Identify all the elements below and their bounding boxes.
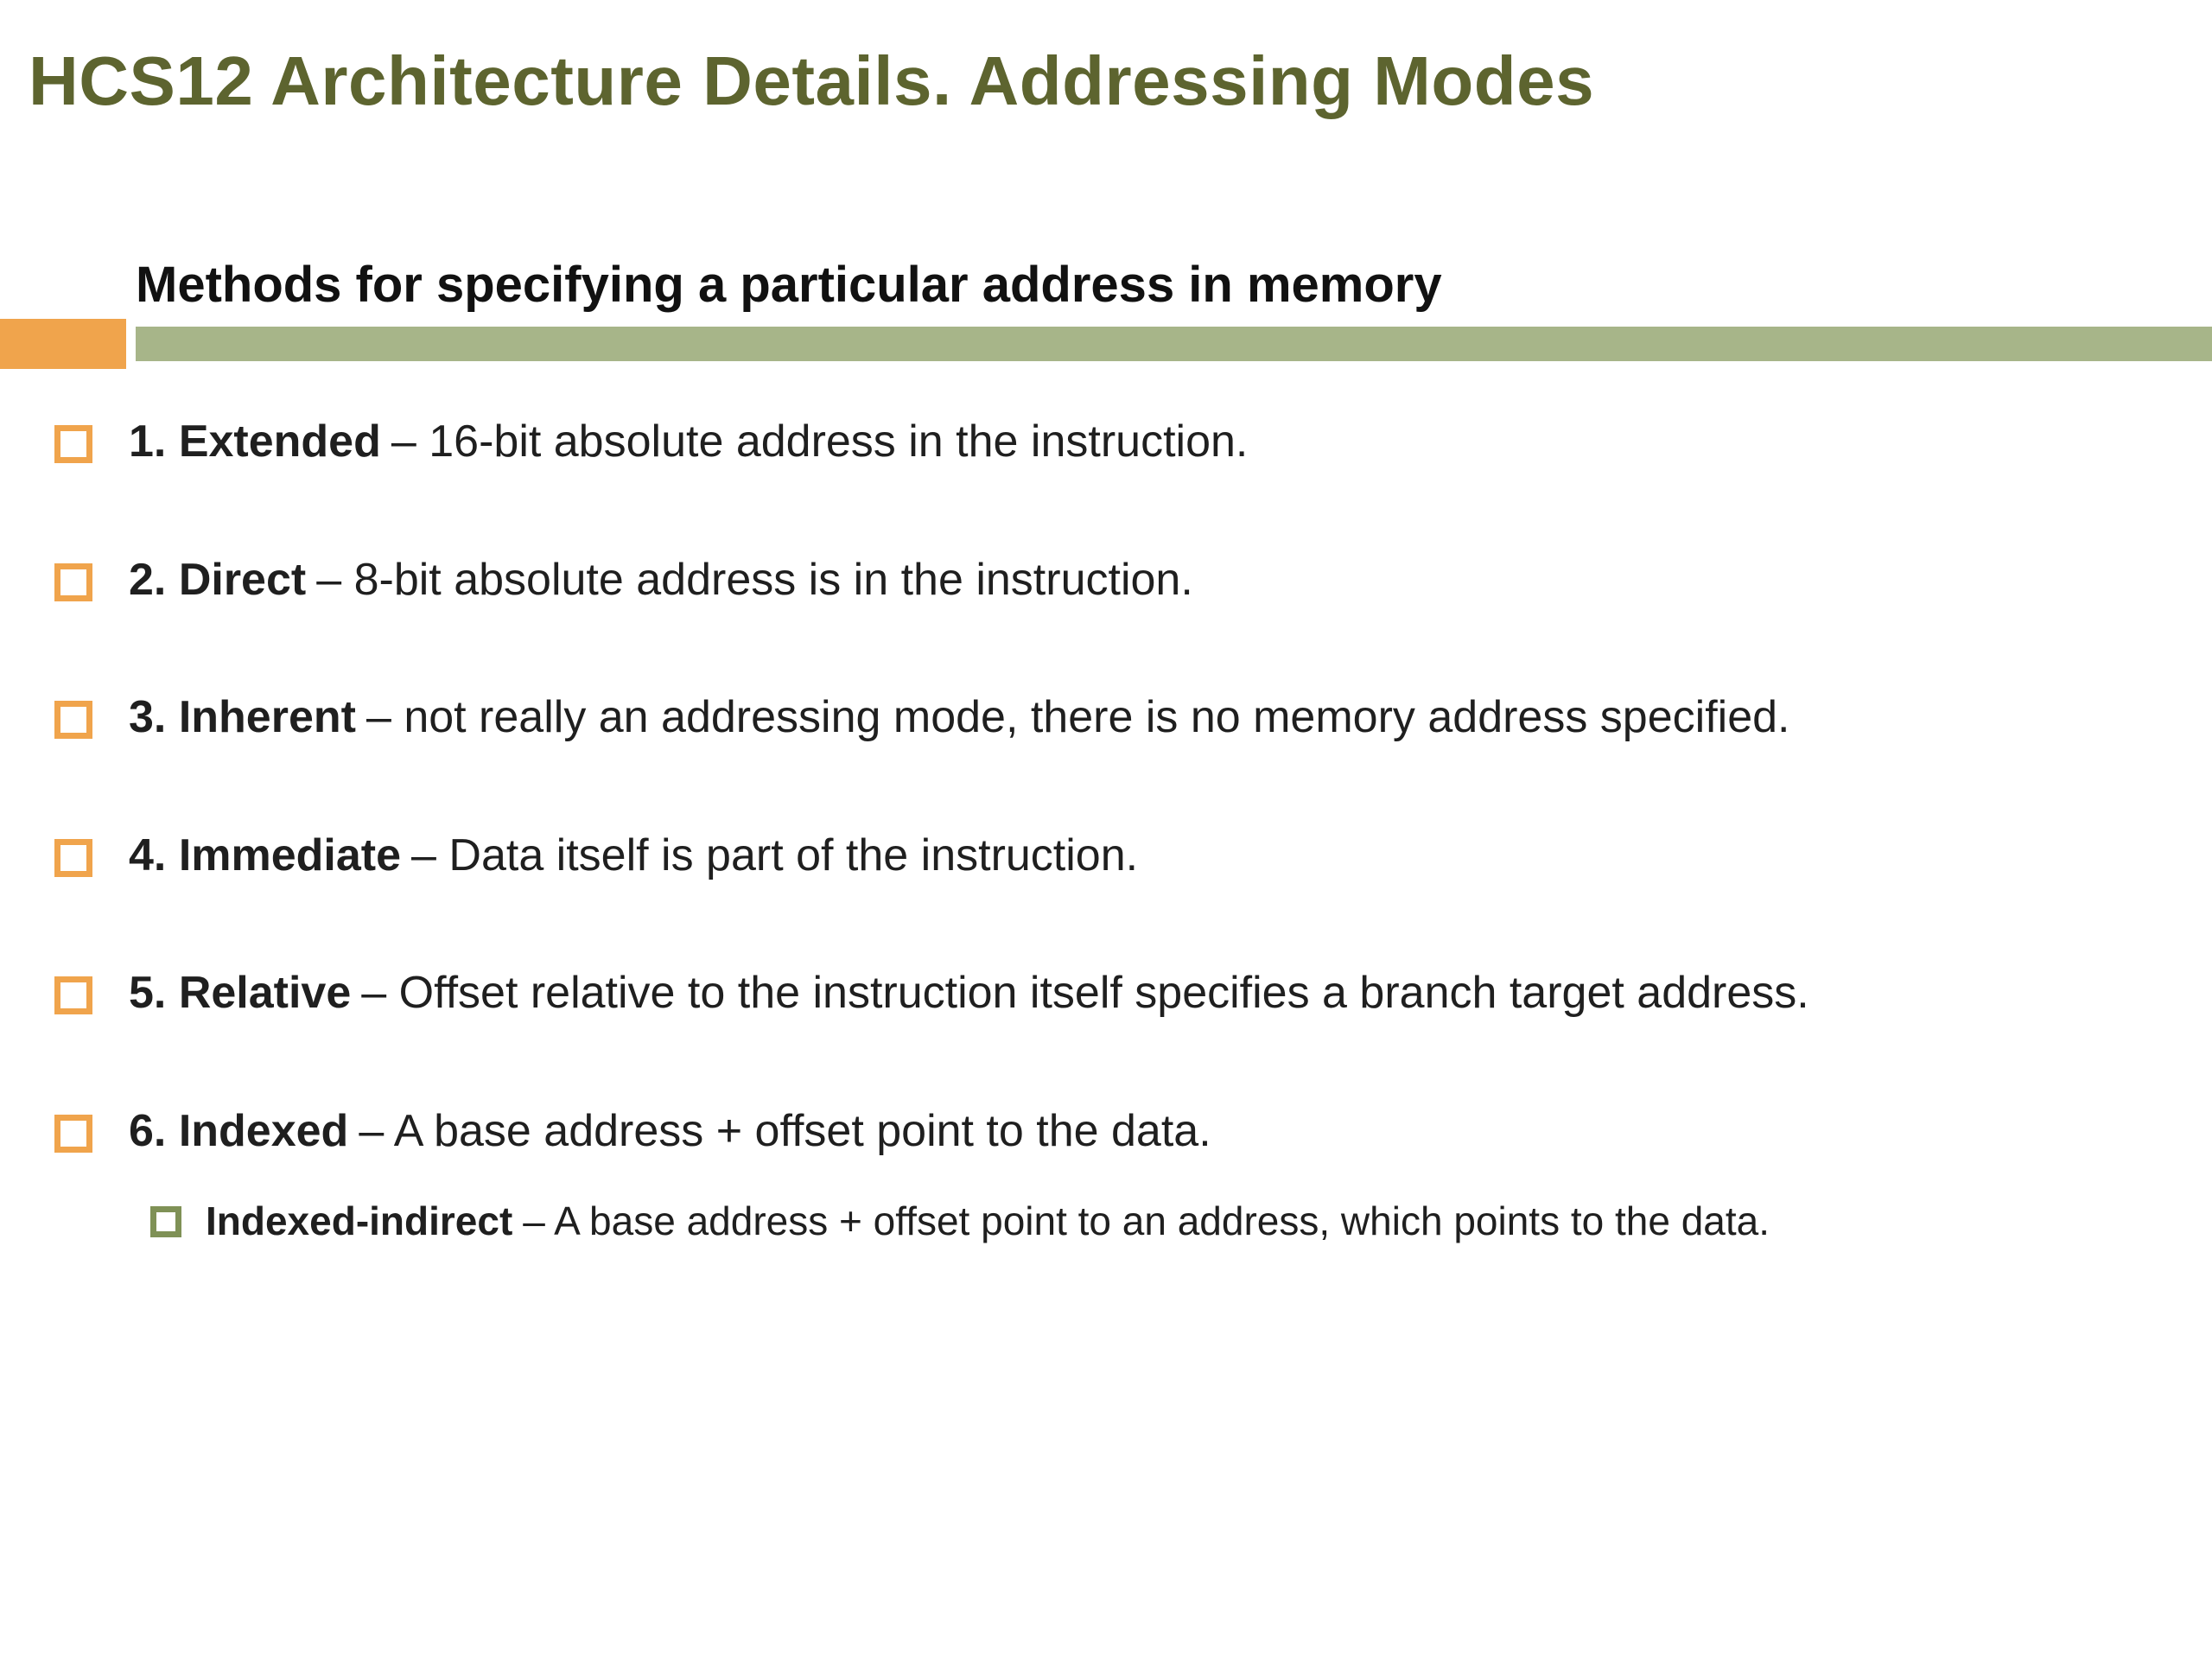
item-description: – Data itself is part of the instruction. — [411, 830, 1139, 880]
item-description: – A base address + offset point to the data. — [359, 1105, 1211, 1156]
section-heading: Methods for specifying a particular address in memory — [136, 257, 1442, 313]
list-item-indexed — [54, 1103, 2126, 1161]
sub-item-description: – A base address + offset point to an address, which points to the data. — [523, 1198, 1770, 1243]
sub-item-text — [206, 1194, 1770, 1248]
item-text — [129, 413, 1248, 472]
item-term: 5. Relative — [129, 968, 352, 1019]
bullet-square-icon — [54, 839, 92, 877]
item-term: 2. Direct — [129, 554, 307, 605]
item-description: – not really an addressing mode, there is no memory address specified. — [365, 692, 1790, 743]
list-item-extended — [54, 413, 2126, 472]
list-item-immediate — [54, 827, 2126, 886]
bullet-square-icon — [54, 1115, 92, 1153]
item-description: – 16-bit absolute address in the instruction. — [391, 416, 1249, 467]
accent-bar-green — [136, 327, 2212, 361]
item-term: 1. Extended — [129, 416, 381, 467]
item-text — [129, 689, 1789, 747]
item-text — [129, 551, 1193, 610]
item-text — [129, 1103, 1211, 1161]
sub-bullet-square-icon — [150, 1206, 181, 1237]
bullet-square-icon — [54, 976, 92, 1014]
item-term: 4. Immediate — [129, 830, 402, 880]
item-description: – 8-bit absolute address is in the instruction. — [316, 554, 1193, 605]
list-item-direct — [54, 551, 2126, 610]
bullet-list — [54, 413, 2126, 1248]
item-term: 6. Indexed — [129, 1105, 349, 1156]
item-text — [129, 827, 1138, 886]
item-description: – Offset relative to the instruction itself specifies a branch target address. — [361, 968, 1809, 1019]
bullet-square-icon — [54, 701, 92, 739]
accent-bar-orange — [0, 319, 126, 369]
bullet-square-icon — [54, 425, 92, 463]
list-item-relative — [54, 964, 2126, 1023]
item-term: 3. Inherent — [129, 692, 356, 743]
sub-list-item-indexed-indirect — [150, 1194, 2126, 1248]
sub-item-term: Indexed-indirect — [206, 1198, 513, 1243]
bullet-square-icon — [54, 563, 92, 601]
list-item-inherent — [54, 689, 2126, 747]
slide-title: HCS12 Architecture Details. Addressing Modes — [29, 42, 1595, 119]
item-text — [129, 964, 1809, 1023]
